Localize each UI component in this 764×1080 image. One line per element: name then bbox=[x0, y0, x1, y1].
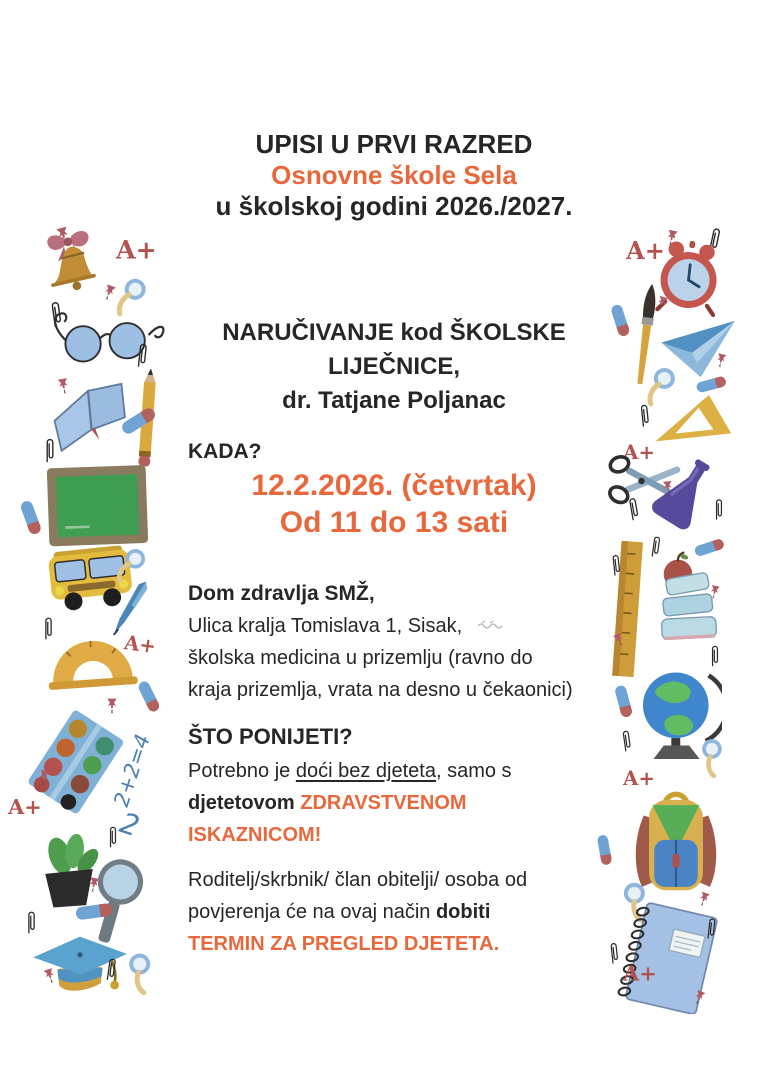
flyer-content bbox=[188, 0, 600, 1080]
page-title: UPISI U PRVI RAZRED bbox=[255, 129, 533, 159]
footer-highlight: TERMIN ZA PREGLED DJETETA. bbox=[188, 933, 500, 955]
bold-word: djetetovom bbox=[188, 792, 295, 814]
ruler-icon bbox=[612, 541, 643, 677]
a-plus-icon bbox=[625, 236, 665, 265]
location-name: Dom zdravlja SMŽ, bbox=[188, 582, 375, 605]
school-name: Osnovne škole Sela bbox=[271, 160, 517, 190]
paperclip-icon bbox=[652, 537, 660, 557]
bring-prefix: Potrebno je bbox=[188, 760, 296, 782]
eraser-icon bbox=[614, 684, 633, 718]
paperclip-icon bbox=[611, 943, 618, 963]
pushpin-icon bbox=[102, 284, 116, 302]
paper-plane-icon bbox=[660, 317, 735, 379]
pushpin-icon bbox=[715, 353, 726, 368]
appointment-line-2: LIJEČNICE, bbox=[327, 353, 461, 380]
a-plus-icon bbox=[122, 630, 158, 658]
cactus-icon bbox=[44, 833, 102, 908]
handwritten-smudge bbox=[476, 620, 506, 630]
date-time-block bbox=[188, 467, 600, 541]
paperclip-icon bbox=[641, 405, 648, 426]
chalkboard-icon bbox=[47, 465, 148, 546]
paperclip-icon bbox=[623, 731, 631, 751]
pushpin-icon bbox=[58, 378, 70, 395]
exam-date: 12.2.2026. (četvrtak) bbox=[251, 469, 537, 502]
when-label: KADA? bbox=[188, 440, 262, 463]
triangle-ruler-icon bbox=[653, 394, 731, 441]
footer-bold: dobiti bbox=[435, 901, 491, 923]
eraser-icon bbox=[137, 680, 161, 714]
glasses-icon bbox=[55, 313, 163, 361]
footer-prefix: povjerenja će na ovaj način bbox=[188, 901, 436, 923]
a-plus-icon bbox=[622, 960, 657, 985]
open-book-icon bbox=[55, 384, 125, 451]
number-two-doodle bbox=[116, 805, 144, 843]
magnifier-large-icon bbox=[84, 857, 145, 947]
paperclip-icon bbox=[613, 555, 620, 575]
right-decorative-border bbox=[596, 222, 760, 1014]
backpack-icon bbox=[636, 794, 716, 890]
what-to-bring-block bbox=[188, 719, 600, 851]
alarm-clock-icon bbox=[657, 238, 720, 315]
paperclip-icon bbox=[47, 440, 53, 462]
left-decorative-border bbox=[8, 222, 180, 1014]
underlined-phrase: doći bez djeteta bbox=[295, 760, 436, 782]
magnifier-icon bbox=[701, 739, 727, 777]
paintbrush-icon bbox=[634, 283, 658, 384]
location-block bbox=[188, 577, 600, 706]
what-to-bring-heading: ŠTO PONIJETI? bbox=[188, 724, 353, 749]
a-plus-icon bbox=[622, 766, 655, 790]
paperclip-icon bbox=[713, 646, 718, 665]
paperclip-icon bbox=[630, 498, 639, 519]
appointment-line-3: dr. Tatjane Poljanac bbox=[282, 387, 506, 414]
eraser-icon bbox=[693, 538, 725, 557]
appointment-block bbox=[188, 316, 600, 418]
eraser-icon bbox=[695, 375, 727, 393]
graduation-cap-icon bbox=[33, 937, 127, 991]
eraser-icon bbox=[610, 303, 631, 337]
bell-icon bbox=[47, 230, 96, 292]
magnifier-icon bbox=[118, 278, 146, 318]
paperclip-icon bbox=[29, 912, 34, 933]
a-plus-icon bbox=[8, 794, 42, 819]
flask-icon bbox=[649, 451, 722, 532]
notebook-icon bbox=[616, 900, 717, 1014]
eraser-icon bbox=[19, 499, 42, 535]
health-card-highlight-2: ISKAZNICOM! bbox=[188, 824, 322, 846]
a-plus-icon bbox=[115, 234, 157, 264]
bring-mid: , samo s bbox=[435, 760, 512, 782]
paperclip-icon bbox=[46, 618, 51, 639]
footer-line-2 bbox=[188, 896, 600, 928]
pushpin-icon bbox=[107, 699, 116, 714]
address-text: Ulica kralja Tomislava 1, Sisak, bbox=[188, 615, 463, 637]
bring-line-1 bbox=[188, 755, 600, 787]
magnifier-icon bbox=[128, 953, 158, 994]
footer-line-1: Roditelj/skrbnik/ član obitelji/ osoba od bbox=[188, 869, 528, 891]
appointment-line-1: NARUČIVANJE kod ŠKOLSKE bbox=[222, 319, 566, 346]
school-year: u školskoj godini 2026./2027. bbox=[215, 191, 573, 221]
pushpin-icon bbox=[698, 892, 710, 908]
bring-line-2 bbox=[188, 787, 600, 819]
health-card-highlight-1: ZDRAVSTVENOM bbox=[300, 792, 467, 814]
location-address-1 bbox=[188, 610, 600, 642]
title-block bbox=[188, 129, 600, 222]
paperclip-icon bbox=[717, 500, 722, 519]
location-address-2: školska medicina u prizemlju (ravno do bbox=[188, 647, 533, 669]
book-stack-icon bbox=[659, 572, 717, 641]
magnifier-icon bbox=[648, 368, 674, 408]
exam-time: Od 11 do 13 sati bbox=[279, 506, 509, 539]
paperclip-icon bbox=[111, 827, 116, 846]
location-address-3: kraja prizemlja, vrata na desno u čekaonici) bbox=[188, 679, 573, 701]
bring-line-3 bbox=[188, 819, 600, 851]
pushpin-icon bbox=[44, 968, 57, 985]
footer-block bbox=[188, 864, 600, 960]
